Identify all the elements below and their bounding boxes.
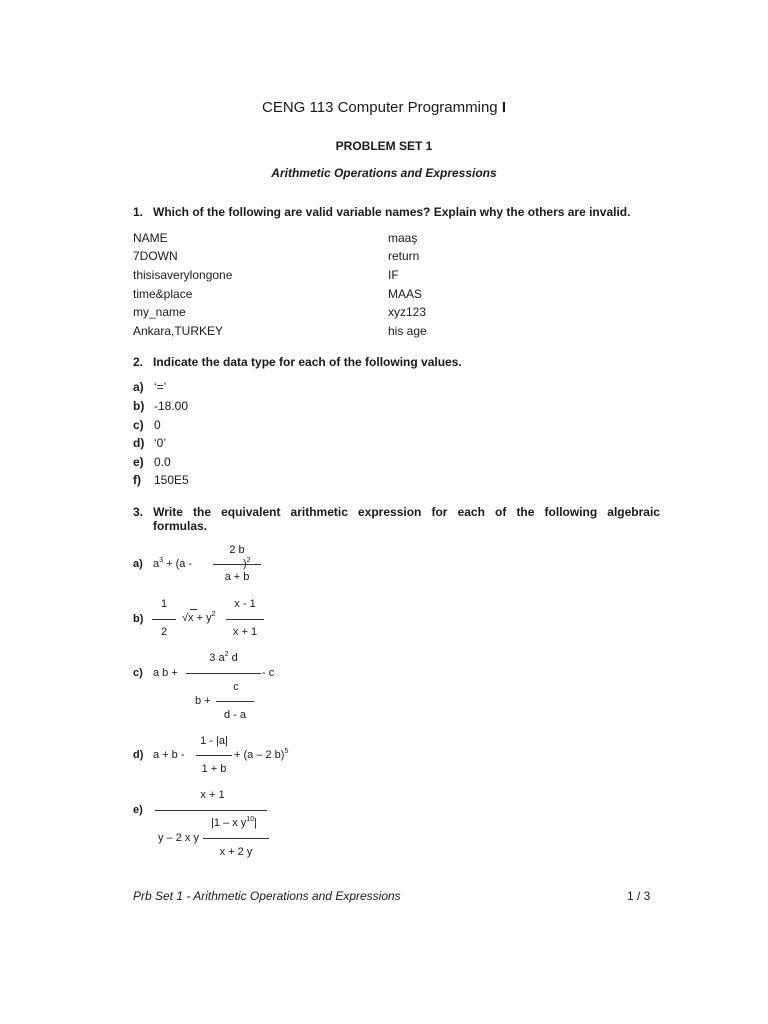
q2-option: [133, 380, 166, 394]
formula-d-pre: a + b -: [153, 749, 185, 761]
formula-a-denominator: a + b: [224, 571, 250, 583]
formula-e-inner-exponent: 10: [246, 816, 255, 823]
q1-right-item: his age: [388, 324, 427, 338]
q1-left-item: thisisaverylongone: [133, 268, 233, 282]
problem-set-heading: PROBLEM SET 1: [335, 139, 433, 153]
q2-option: [133, 418, 161, 432]
q2-option: [133, 455, 171, 469]
question-3-word: following: [544, 505, 598, 519]
q2-option-label: d): [133, 436, 145, 450]
formula-b-middle: [182, 612, 215, 624]
q2-option-value: ‘=’: [154, 380, 167, 394]
q2-option-value: ‘0’: [154, 436, 167, 450]
q1-left-item: 7DOWN: [133, 249, 178, 263]
formula-e-fraction-bar: [155, 810, 267, 811]
formula-b-denominator-1: 2: [160, 626, 168, 638]
formula-e-inner-numerator: [203, 817, 265, 829]
formula-b-numerator-2: x - 1: [234, 598, 256, 610]
question-3-number: 3.: [133, 505, 144, 519]
q1-right-item: maaş: [388, 231, 418, 245]
formula-d-post-term: + (a – 2 b): [234, 749, 285, 761]
formula-e-inner-denominator: x + 2 y: [219, 846, 253, 858]
q1-left-item: my_name: [133, 305, 186, 319]
q2-option-value: 0: [154, 418, 161, 432]
q2-option-label: b): [133, 399, 145, 413]
q1-left-item: Ankara,TURKEY: [133, 324, 224, 338]
formula-a-close: ): [243, 558, 247, 570]
formula-a-mid: + (a -: [166, 558, 193, 570]
formula-b-numerator-1: 1: [160, 598, 168, 610]
page-number: 1 / 3: [627, 889, 651, 903]
question-3-word: for: [431, 505, 448, 519]
formula-a-label: a): [133, 558, 143, 570]
q1-right-item: return: [388, 249, 420, 263]
q2-option: [133, 473, 189, 487]
formula-e-numerator: x + 1: [200, 789, 225, 801]
formula-b-label: b): [133, 613, 144, 625]
formula-c-numerator-exponent: 2: [224, 651, 229, 658]
course-title-text: CENG 113 Computer Programming: [262, 99, 498, 116]
formula-c-post: - c: [262, 667, 275, 679]
formula-d-post: [234, 749, 288, 761]
q2-option-label: e): [133, 455, 144, 469]
formula-c-fraction-bar: [186, 673, 261, 674]
q1-right-item: xyz123: [388, 305, 427, 319]
formula-b-denominator-2: x + 1: [232, 626, 258, 638]
question-2-number: 2.: [133, 355, 144, 369]
q1-left-item: NAME: [133, 231, 168, 245]
formula-a-numerator: 2 b: [229, 544, 245, 556]
formula-e-inner-numerator-pre: |1 – x y: [211, 817, 247, 829]
question-3-word: of: [495, 505, 507, 519]
q2-option-value: 150E5: [154, 473, 189, 487]
q1-right-item: MAAS: [388, 287, 423, 301]
formula-e-inner-numerator-post: |: [254, 817, 257, 829]
question-3-line-1: [133, 505, 660, 519]
formula-d-denominator: 1 + b: [201, 763, 227, 775]
formula-d-exponent: 5: [284, 748, 289, 755]
formula-b-exponent: 2: [211, 611, 216, 618]
formula-e-inner-fraction-bar: [203, 838, 269, 839]
question-3-word: expression: [358, 505, 422, 519]
course-title: [0, 99, 768, 116]
formula-d-fraction-bar: [196, 755, 232, 756]
q1-left-item: time&place: [133, 287, 193, 301]
formula-e-denominator-pre: y – 2 x y: [158, 832, 199, 844]
question-3-line-2: formulas.: [153, 519, 208, 533]
question-3-word: Write: [153, 505, 183, 519]
formula-d-label: d): [133, 749, 144, 761]
question-1-text: Which of the following are valid variable names? Explain why the others are invalid.: [153, 205, 631, 219]
formula-e-label: e): [133, 804, 143, 816]
question-3-word: the: [516, 505, 535, 519]
q1-right-item: IF: [388, 268, 399, 282]
formula-b-fraction-bar-2: [226, 619, 264, 620]
question-3: [133, 505, 660, 533]
question-1: [133, 205, 630, 219]
formula-b-root-term: √x + y: [182, 612, 212, 624]
question-2: [133, 355, 462, 369]
formula-c-numerator: [186, 652, 261, 664]
q2-option-value: 0.0: [154, 455, 171, 469]
formula-a-exponent-2: 2: [246, 557, 251, 564]
formula-a-tail: [243, 558, 251, 570]
formula-d-numerator: 1 - |a|: [200, 735, 228, 747]
question-3-word: algebraic: [607, 505, 660, 519]
problem-set-subtitle: Arithmetic Operations and Expressions: [271, 166, 497, 180]
question-2-text: Indicate the data type for each of the following values.: [153, 355, 462, 369]
formula-c-inner-numerator: c: [233, 681, 239, 693]
formula-c-inner-denominator: d - a: [223, 709, 246, 721]
q2-option-label: a): [133, 380, 144, 394]
q2-option: [133, 436, 166, 450]
q2-option-label: f): [133, 473, 141, 487]
formula-a-fraction-bar: [213, 564, 261, 565]
question-3-word: equivalent: [221, 505, 281, 519]
formula-a-exponent: 3: [159, 557, 164, 564]
question-3-word: each: [457, 505, 485, 519]
formula-b-fraction-bar-1: [152, 619, 176, 620]
q2-option: [133, 399, 188, 413]
course-title-numeral: I: [501, 99, 506, 116]
formula-c-numerator-post: d: [231, 652, 238, 664]
formula-c-denominator-pre: b +: [195, 695, 211, 707]
footer-title: Prb Set 1 - Arithmetic Operations and Expressions: [133, 889, 401, 903]
formula-a-head: [153, 558, 192, 570]
formula-c-label: c): [133, 667, 143, 679]
formula-c-pre: a b +: [153, 667, 178, 679]
formula-c-inner-fraction-bar: [216, 701, 254, 702]
q2-option-label: c): [133, 418, 144, 432]
question-3-word: arithmetic: [290, 505, 348, 519]
formula-c-numerator-pre: 3 a: [209, 652, 225, 664]
formula-a-base: a: [153, 558, 160, 570]
question-3-word: the: [193, 505, 211, 519]
formula-b-radical-bar: [190, 609, 197, 610]
question-1-number: 1.: [133, 205, 144, 219]
q2-option-value: -18.00: [154, 399, 189, 413]
